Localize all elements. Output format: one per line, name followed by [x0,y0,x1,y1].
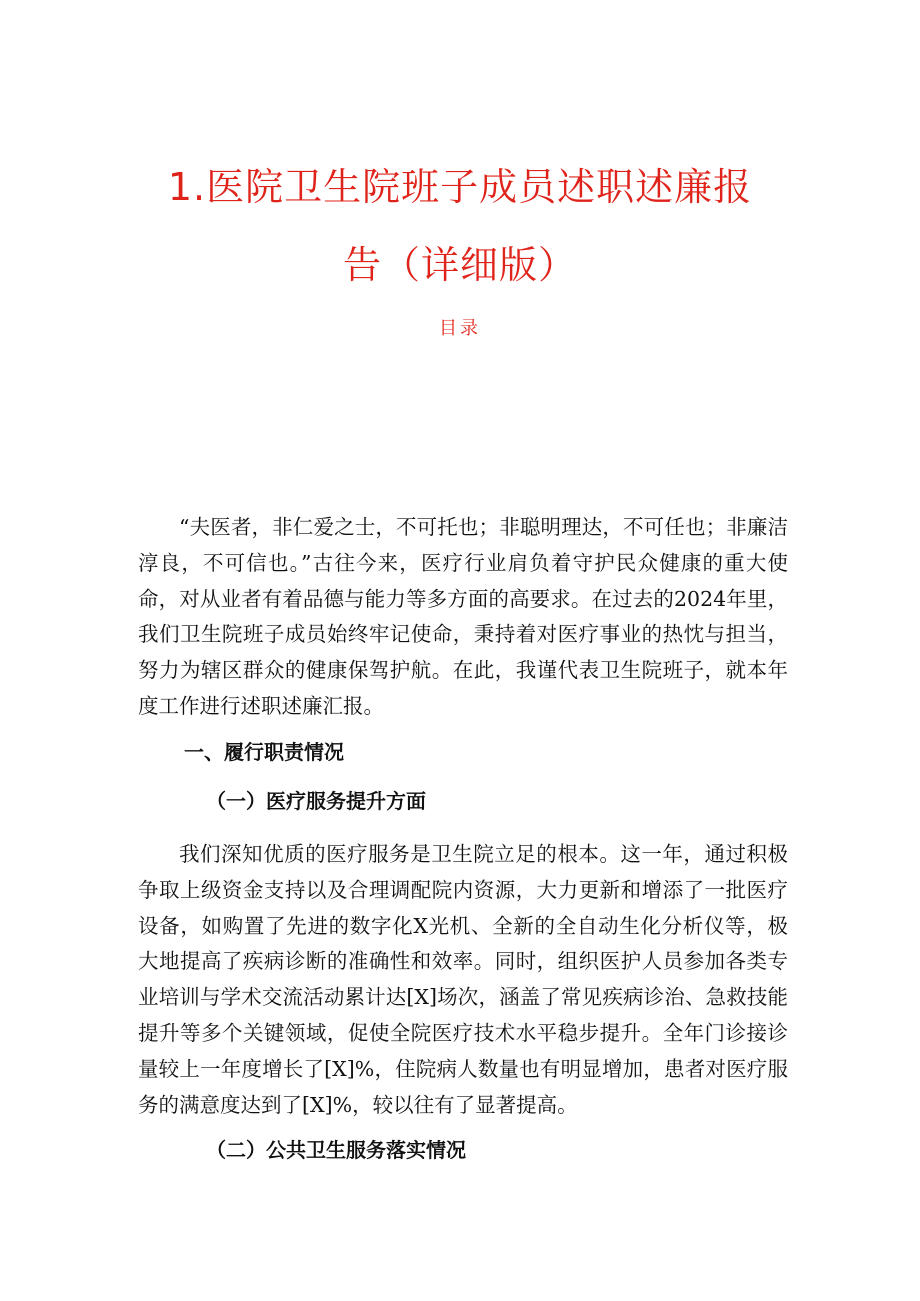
section-heading-duties: 一、履行职责情况 [184,740,344,764]
intro-paragraph: “夫医者，非仁爱之士，不可托也；非聪明理达，不可任也；非廉洁淳良，不可信也。”古往今来，医疗行业肩负着守护民众健康的重大使命，对从业者有着品德与能力等多方面的高要求。在过去的2024年里，我们卫生院班子成员始终牢记使命，秉持着对医疗事业的热忱与担当，努力为辖区群众的健康保驾护航。在此，我谨代表卫生院班子，就本年度工作进行述职述廉汇报。 [138,515,788,718]
document-title-line-1: 1.医院卫生院班子成员述职述廉报 [167,165,753,209]
table-of-contents-label: 目录 [439,318,481,339]
subsection-heading-public-health: （二）公共卫生服务落实情况 [206,1138,466,1162]
medical-service-paragraph: 我们深知优质的医疗服务是卫生院立足的根本。这一年，通过积极争取上级资金支持以及合理调配院内资源，大力更新和增添了一批医疗设备，如购置了先进的数字化X光机、全新的全自动生化分析仪等，极大地提高了疾病诊断的准确性和效率。同时，组织医护人员参加各类专业培训与学术交流活动累计达[X]场次，涵盖了常见疾病诊治、急救技能提升等多个关键领域，促使全院医疗技术水平稳步提升。全年门诊接诊量较上一年度增长了[X]%，住院病人数量也有明显增加，患者对医疗服务的满意度达到了[X]%，较以往有了显著提高。 [138,842,788,1117]
document-title-line-2: 告（详细版） [342,243,577,287]
subsection-heading-medical-service: （一）医疗服务提升方面 [206,789,426,813]
